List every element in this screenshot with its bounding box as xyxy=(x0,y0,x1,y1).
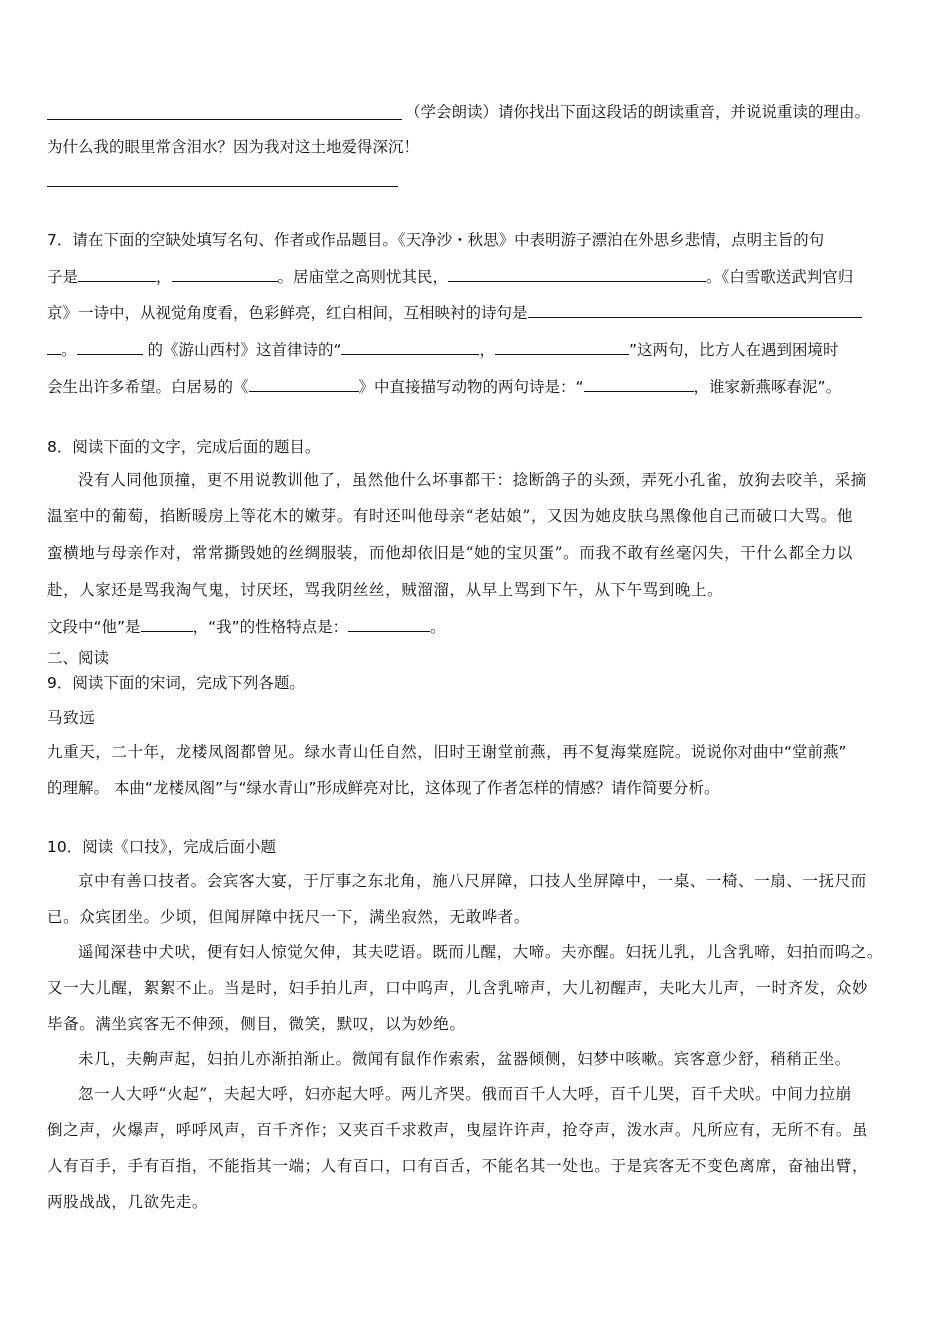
reading-sentence: 为什么我的眼里常含泪水？因为我对这土地爱得深沉！ xyxy=(47,138,420,156)
blank xyxy=(495,339,629,355)
answer-line xyxy=(47,186,398,187)
question-7-line-5: 会生出许多希望。白居易的《 》中直接描写动物的两句诗是：“ ，谁家新燕啄春泥”。 xyxy=(47,378,842,396)
question-9-title: 9．阅读下面的宋词，完成下列各题。 xyxy=(47,674,305,692)
question-8-prompt: 文段中“他”是 ，“我”的性格特点是： 。 xyxy=(47,618,446,636)
passage-line: 京中有善口技者。会宾客大宴，于厅事之东北角，施八尺屏障，口技人坐屏障中，一桌、一椅、一扇、一抚尺而 xyxy=(78,872,867,890)
answer-line xyxy=(47,119,402,120)
blank xyxy=(528,302,862,318)
blank xyxy=(341,339,479,355)
passage-line: 毕备。满坐宾客无不伸颈，侧目，微笑，默叹，以为妙绝。 xyxy=(47,1015,466,1033)
passage-line: 又一大儿醒，絮絮不止。当是时，妇手拍儿声，口中呜声，儿含乳啼声，大儿初醒声，夫叱大儿声，一时齐发，众妙 xyxy=(47,979,869,997)
passage-line: 蛮横地与母亲作对，常常撕毁她的丝绸服装，而他却依旧是“她的宝贝蛋”。而我不敢有丝毫闪失，干什么都全力以 xyxy=(47,544,853,562)
question-7-line-2: 子是 ， 。居庙堂之高则忧其民， 。《白雪歌送武判官归 xyxy=(47,268,854,286)
passage-line: 两股战战，几欲先走。 xyxy=(47,1193,209,1211)
blank xyxy=(448,266,706,282)
blank xyxy=(348,616,430,632)
question-8-title: 8．阅读下面的文字，完成后面的题目。 xyxy=(47,438,321,456)
blank xyxy=(249,376,359,392)
passage-line: 忽一人大呼“火起”，夫起大呼，妇亦起大呼。两儿齐哭。俄而百千人大呼，百千儿哭，百千犬吠。中间力拉崩 xyxy=(78,1085,852,1103)
passage-line: 已。众宾团坐。少顷，但闻屏障中抚尺一下，满坐寂然，无敢哗者。 xyxy=(47,908,531,926)
question-7-line-1: 7．请在下面的空缺处填写名句、作者或作品题目。《天净沙・秋思》中表明游子漂泊在外思乡悲情，点明主旨的句 xyxy=(47,231,825,249)
poem-author: 马致远 xyxy=(47,709,96,727)
blank xyxy=(77,339,143,355)
passage-line: 遥闻深巷中犬吠，便有妇人惊觉欠伸，其夫呓语。既而儿醒，大啼。夫亦醒。妇抚儿乳，儿含乳啼，妇拍而呜之。 xyxy=(78,943,884,961)
passage-line: 没有人同他顶撞，更不用说教训他了，虽然他什么坏事都干：捻断鸽子的头颈，弄死小孔雀，放狗去咬羊，采摘 xyxy=(78,471,867,489)
passage-line: 赴，人家还是骂我淘气鬼，讨厌坯，骂我阴丝丝，贼溜溜，从早上骂到下午，从下午骂到晚上。 xyxy=(47,581,724,599)
blank xyxy=(78,266,156,282)
blank xyxy=(141,616,193,632)
question-10-title: 10．阅读《口技》，完成后面小题 xyxy=(47,838,276,856)
passage-line: 温室中的葡萄，掐断暖房上等花木的嫩芽。有时还叫他母亲“老姑娘”，又因为她皮肤乌黑像他自己而破口大骂。他 xyxy=(47,507,853,525)
passage-line: 倒之声，火爆声，呼呼风声，百千齐作；又夹百千求救声，曳屋许许声，抢夺声，泼水声。凡所应有，无所不有。虽 xyxy=(47,1121,869,1139)
question-7-line-3: 京》一诗中，从视觉角度看，色彩鲜亮，红白相间，互相映衬的诗句是 xyxy=(47,302,862,324)
blank xyxy=(584,376,694,392)
section-heading: 二、阅读 xyxy=(47,649,110,667)
blank xyxy=(172,266,278,282)
blank xyxy=(47,339,61,355)
question-text: （学会朗读）请你找出下面这段话的朗读重音，并说说重读的理由。 xyxy=(405,103,871,121)
question-9-line-2: 的理解。 本曲“龙楼凤阁”与“绿水青山”形成鲜亮对比，这体现了作者怎样的情感？请作简要分析。 xyxy=(47,779,720,797)
question-9-line-1: 九重天，二十年，龙楼凤阁都曾见。绿水青山任自然，旧时王谢堂前燕，再不复海棠庭院。说说你对曲中“堂前燕” xyxy=(47,743,847,761)
passage-line: 人有百手，手有百指，不能指其一端；人有百口，口有百舌，不能名其一处也。于是宾客无不变色离席，奋袖出臂， xyxy=(47,1157,869,1175)
question-7-line-4: 。 的《游山西村》这首律诗的“ ， ”这两句，比方人在遇到困境时 xyxy=(47,339,839,361)
passage-line: 未几，夫齁声起，妇拍儿亦渐拍渐止。微闻有鼠作作索索，盆器倾侧，妇梦中咳嗽。宾客意少舒，稍稍正坐。 xyxy=(78,1050,851,1068)
